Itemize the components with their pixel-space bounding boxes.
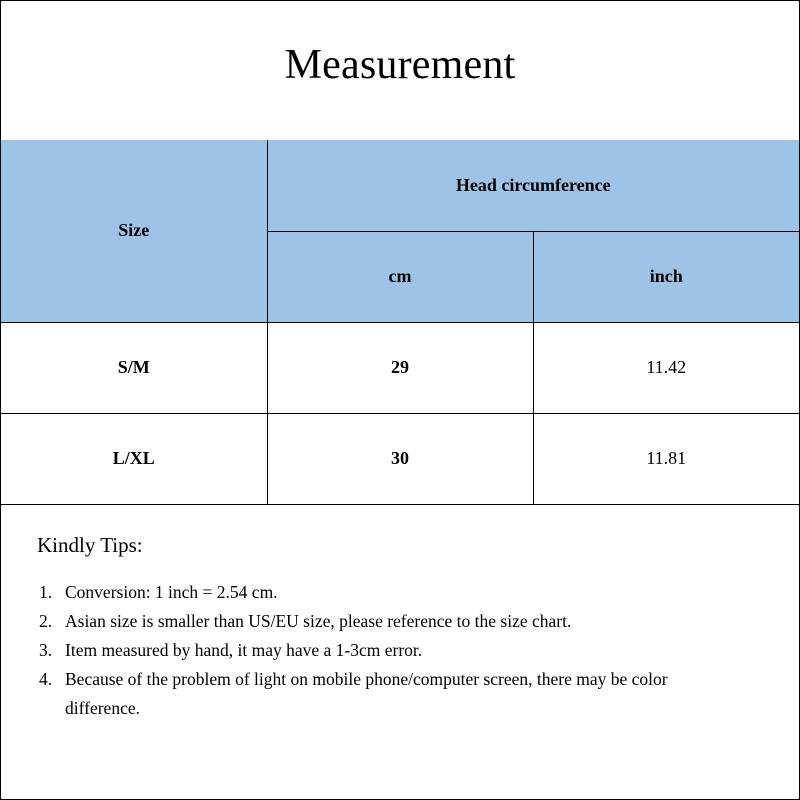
list-item-text: Item measured by hand, it may have a 1-3cm error.	[65, 640, 423, 660]
head-circumference-header: Head circumference	[267, 140, 799, 231]
page-title: Measurement	[284, 41, 516, 88]
list-item	[37, 665, 737, 723]
list-item	[37, 607, 737, 636]
list-item-number: 4.	[39, 669, 53, 689]
table-row	[1, 322, 799, 413]
tips-list	[37, 578, 737, 723]
inch-header: inch	[533, 231, 799, 322]
size-cell: S/M	[1, 322, 267, 413]
size-cell: L/XL	[1, 413, 267, 504]
list-item-text: Asian size is smaller than US/EU size, please reference to the size chart.	[65, 611, 572, 631]
list-item-number: 3.	[39, 640, 53, 660]
list-item-number: 2.	[39, 611, 53, 631]
size-header: Size	[1, 140, 267, 322]
list-item-text: Conversion: 1 inch = 2.54 cm.	[65, 582, 278, 602]
list-item	[37, 578, 737, 607]
size-table	[1, 140, 799, 505]
inch-cell: 11.42	[533, 322, 799, 413]
list-item-number: 1.	[39, 582, 53, 602]
header-row-1	[1, 140, 799, 231]
cm-header: cm	[267, 231, 533, 322]
cm-cell: 30	[267, 413, 533, 504]
title-bar	[1, 1, 799, 141]
list-item	[37, 636, 737, 665]
tips-section	[37, 533, 737, 723]
list-item-text: Because of the problem of light on mobile phone/computer screen, there may be color difference.	[65, 669, 668, 718]
tips-title: Kindly Tips:	[37, 533, 143, 557]
table-row	[1, 413, 799, 504]
cm-cell: 29	[267, 322, 533, 413]
inch-cell: 11.81	[533, 413, 799, 504]
